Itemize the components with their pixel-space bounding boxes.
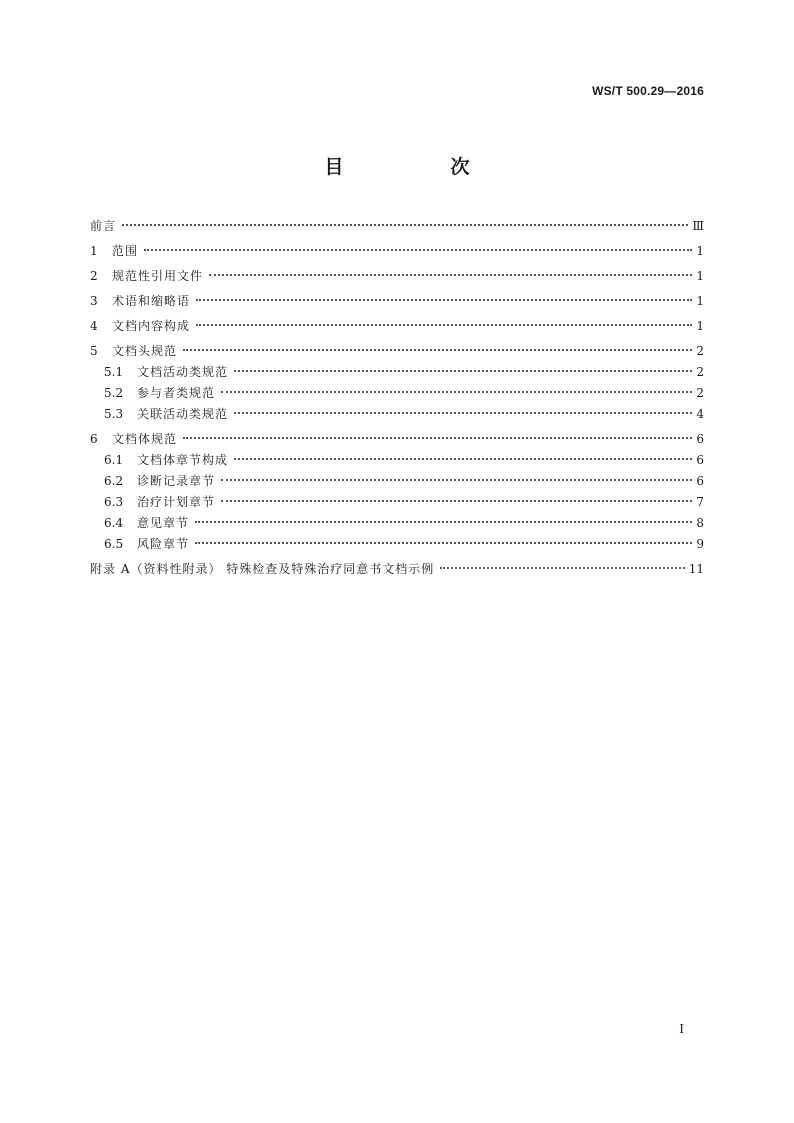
toc-entry-label: 文档体规范 [112, 432, 178, 446]
toc-leader-dots [221, 479, 692, 481]
page-title: 目 次 [324, 156, 514, 178]
toc-entry-page: 1 [696, 269, 704, 283]
toc-entry-number: 6.2 [104, 474, 124, 488]
toc-entry-number: 3 [90, 294, 98, 308]
toc-entry-number: 5.2 [104, 386, 124, 400]
toc-entry-number: 6.4 [104, 516, 124, 530]
toc-entry-label: 诊断记录章节 [137, 474, 216, 488]
toc-leader-dots [234, 370, 692, 372]
page-number: I [679, 1022, 684, 1036]
toc-leader-dots [234, 412, 692, 414]
toc-entry-number: 5 [90, 344, 98, 358]
toc-leader-dots [196, 299, 692, 301]
toc-entry-number: 6 [90, 432, 98, 446]
toc-leader-dots [195, 521, 692, 523]
toc-entry-page: 6 [696, 453, 704, 467]
toc-entry-page: Ⅲ [692, 219, 704, 233]
toc-entry-page: 9 [696, 537, 704, 551]
toc-entry-label: 文档活动类规范 [137, 365, 229, 379]
table-of-contents [90, 216, 704, 580]
toc-entry-6-3[interactable] [90, 492, 704, 513]
toc-entry-page: 2 [696, 365, 704, 379]
toc-entry-label: 范围 [112, 244, 139, 258]
toc-entry-page: 2 [696, 344, 704, 358]
toc-entry-5-2[interactable] [90, 383, 704, 404]
toc-entry-5-1[interactable] [90, 362, 704, 383]
toc-entry-scope[interactable] [90, 241, 704, 262]
toc-entry-6-5[interactable] [90, 534, 704, 555]
toc-entry-appendix-a[interactable] [90, 559, 704, 580]
toc-entry-page: 2 [696, 386, 704, 400]
toc-entry-page: 7 [696, 495, 704, 509]
toc-entry-page: 1 [696, 294, 704, 308]
toc-entry-label: 附录 A（资料性附录） 特殊检查及特殊治疗同意书文档示例 [90, 562, 435, 576]
toc-entry-number: 5.1 [104, 365, 124, 379]
toc-entry-page: 6 [696, 432, 704, 446]
toc-entry-page: 8 [696, 516, 704, 530]
toc-entry-label: 规范性引用文件 [112, 269, 204, 283]
toc-entry-body-spec[interactable] [90, 429, 704, 450]
toc-entry-foreword[interactable] [90, 216, 704, 237]
toc-entry-page: 11 [688, 562, 704, 576]
toc-entry-number: 2 [90, 269, 98, 283]
toc-entry-label: 参与者类规范 [137, 386, 216, 400]
toc-entry-number: 4 [90, 319, 98, 333]
toc-entry-page: 1 [696, 244, 704, 258]
toc-leader-dots [183, 437, 692, 439]
toc-entry-header-spec[interactable] [90, 341, 704, 362]
toc-leader-dots [234, 458, 692, 460]
toc-entry-6-2[interactable] [90, 471, 704, 492]
toc-entry-number: 5.3 [104, 407, 124, 421]
toc-entry-number: 6.3 [104, 495, 124, 509]
toc-entry-page: 4 [696, 407, 704, 421]
toc-entry-number: 6.1 [104, 453, 124, 467]
toc-entry-6-4[interactable] [90, 513, 704, 534]
toc-leader-dots [183, 349, 692, 351]
toc-entry-label: 意见章节 [137, 516, 190, 530]
toc-entry-number: 1 [90, 244, 98, 258]
toc-entry-page: 1 [696, 319, 704, 333]
toc-leader-dots [221, 500, 692, 502]
toc-entry-label: 文档体章节构成 [137, 453, 229, 467]
toc-entry-5-3[interactable] [90, 404, 704, 425]
toc-entry-label: 关联活动类规范 [137, 407, 229, 421]
toc-entry-document-content[interactable] [90, 316, 704, 337]
toc-leader-dots [209, 274, 692, 276]
toc-entry-normative-references[interactable] [90, 266, 704, 287]
toc-leader-dots [196, 324, 692, 326]
toc-entry-label: 文档头规范 [112, 344, 178, 358]
toc-entry-6-1[interactable] [90, 450, 704, 471]
toc-entry-label: 文档内容构成 [112, 319, 191, 333]
toc-entry-label: 治疗计划章节 [137, 495, 216, 509]
toc-entry-label: 术语和缩略语 [112, 294, 191, 308]
toc-leader-dots [144, 249, 692, 251]
toc-leader-dots [195, 542, 692, 544]
standard-code: WS/T 500.29—2016 [592, 84, 704, 98]
toc-leader-dots [221, 391, 692, 393]
toc-entry-number: 6.5 [104, 537, 124, 551]
toc-entry-label: 风险章节 [137, 537, 190, 551]
toc-leader-dots [440, 567, 684, 569]
toc-leader-dots [122, 224, 688, 226]
toc-entry-page: 6 [696, 474, 704, 488]
toc-entry-terms[interactable] [90, 291, 704, 312]
toc-entry-label: 前言 [90, 219, 117, 233]
